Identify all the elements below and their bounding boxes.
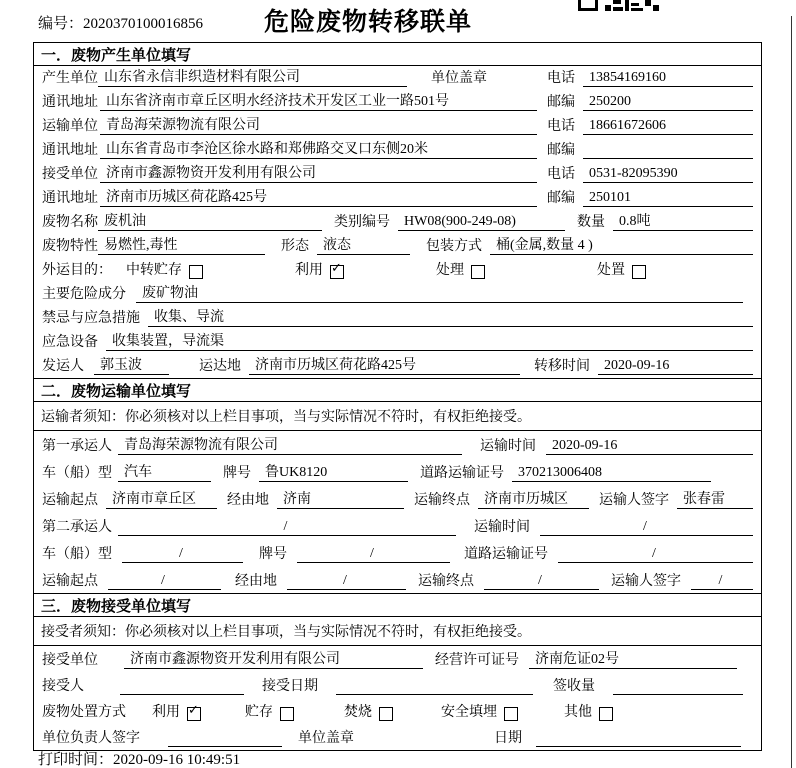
- row-main-hazard: [34, 282, 761, 306]
- waste-code-value: HW08(900-249-08): [398, 214, 565, 231]
- disposal-option-utilize: [152, 701, 201, 721]
- disposal-option-store: [245, 701, 294, 721]
- section-transporter: [34, 378, 761, 593]
- second-carrier-value: /: [118, 519, 456, 536]
- disposal-option-label: 焚烧: [344, 705, 372, 720]
- row-dispatcher: [34, 354, 761, 378]
- section-producer: [34, 43, 761, 378]
- row-route-1: [34, 485, 761, 512]
- purpose-option-label: 利用: [295, 263, 323, 278]
- disposal-option-label: 安全填埋: [441, 705, 497, 720]
- disposal-option-label: 其他: [564, 705, 592, 720]
- plate-2-value: /: [297, 546, 450, 563]
- emergency-equipment-value: 收集装置，导流渠: [106, 330, 753, 351]
- destination-label: 运达地: [199, 359, 241, 374]
- page-edge-line: [791, 16, 792, 768]
- checkmark: ✓: [331, 261, 342, 276]
- accepting-unit-label: 接受单位: [42, 653, 98, 668]
- route-via-2-value: /: [287, 573, 406, 590]
- purpose-option-label: 中转贮存: [126, 263, 182, 278]
- vehicle-type-value: 汽车: [118, 461, 211, 482]
- row-transporter-unit: [34, 114, 761, 138]
- transporter-notice: 运输者须知：你必须核对以上栏目事项，当与实际情况不符时，有权拒绝接受。: [34, 402, 761, 431]
- receiver-address-value: 济南市历城区荷花路425号: [100, 186, 537, 207]
- plate-value: 鲁UK8120: [259, 461, 408, 482]
- producer-address-label: 通讯地址: [42, 95, 98, 110]
- transporter-unit-label: 运输单位: [42, 119, 98, 134]
- row-producer-unit: [34, 66, 761, 90]
- vehicle-type-2-value: /: [122, 546, 243, 563]
- transport-time-2-value: /: [540, 519, 753, 536]
- route-via-label: 经由地: [227, 493, 269, 508]
- row-waste-traits: [34, 234, 761, 258]
- receiver-unit-label: 接受单位: [42, 167, 98, 182]
- taboo-measures-value: 收集、导流: [148, 306, 753, 327]
- row-emergency-equipment: [34, 330, 761, 354]
- dispatcher-value: 郭玉波: [94, 354, 169, 375]
- route-via-value: 济南: [277, 488, 404, 509]
- receiver-zip-label: 邮编: [547, 191, 575, 206]
- row-receiver-unit: [34, 162, 761, 186]
- disposal-option-label: 利用: [152, 705, 180, 720]
- route-start-2-label: 运输起点: [42, 574, 98, 589]
- purpose-option-label: 处置: [597, 263, 625, 278]
- carrier-signature-2-value: /: [691, 573, 753, 590]
- producer-unit-value: 山东省永信非织造材料有限公司: [98, 66, 407, 87]
- waste-code-label: 类别编号: [334, 215, 390, 230]
- waste-qty-value: 0.8吨: [613, 210, 753, 231]
- waste-form-label: 形态: [281, 239, 309, 254]
- route-start-value: 济南市章丘区: [106, 488, 217, 509]
- route-via-2-label: 经由地: [235, 574, 277, 589]
- receiver-notice: 接受者须知：你必须核对以上栏目事项，当与实际情况不符时，有权拒绝接受。: [34, 617, 761, 646]
- waste-qty-label: 数量: [577, 215, 605, 230]
- waste-name-value: 废机油: [98, 210, 322, 231]
- carrier-signature-value: 张春雷: [677, 488, 753, 509]
- purpose-option-label: 处理: [436, 263, 464, 278]
- accept-date-value: [336, 678, 533, 695]
- route-end-2-label: 运输终点: [418, 574, 474, 589]
- disposal-option-incinerate: [344, 701, 393, 721]
- waste-traits-value: 易燃性,毒性: [98, 234, 265, 255]
- waste-pack-label: 包装方式: [426, 239, 482, 254]
- checkbox-disposal-utilize: [187, 703, 201, 721]
- row-transporter-address: [34, 138, 761, 162]
- road-permit-2-label: 道路运输证号: [464, 547, 548, 562]
- received-qty-label: 签收量: [553, 679, 595, 694]
- print-time-label: 打印时间：: [38, 752, 114, 768]
- row-producer-address: [34, 90, 761, 114]
- road-permit-value: 370213006408: [512, 465, 711, 482]
- disposal-option-label: 贮存: [245, 705, 273, 720]
- purpose-option-dispose: [597, 259, 646, 279]
- row-route-2: [34, 566, 761, 593]
- section-receiver: [34, 593, 761, 750]
- transfer-purpose-label: 外运目的：: [42, 263, 112, 278]
- row-transfer-purpose: [34, 258, 761, 282]
- destination-value: 济南市历城区荷花路425号: [249, 354, 520, 375]
- row-accepting-unit: [34, 646, 761, 672]
- vehicle-type-label: 车（船）型: [42, 466, 112, 481]
- document-number-label: 编号：: [38, 16, 84, 32]
- disposal-option-landfill: [441, 701, 518, 721]
- route-end-value: 济南市历城区: [478, 488, 589, 509]
- qr-code-fragment-icon: [578, 0, 662, 11]
- producer-unit-label: 产生单位: [42, 71, 98, 86]
- accepting-unit-value: 济南市鑫源物资开发利用有限公司: [124, 648, 423, 669]
- seal-date-value: [536, 730, 741, 747]
- manifest-form: [33, 42, 762, 751]
- transporter-phone-label: 电话: [547, 119, 575, 134]
- producer-address-value: 山东省济南市章丘区明水经济技术开发区工业一路501号: [100, 90, 537, 111]
- main-hazard-label: 主要危险成分: [42, 287, 126, 302]
- received-qty-value: [613, 678, 743, 695]
- accept-date-label: 接受日期: [262, 679, 318, 694]
- print-time-value: 2020-09-16 10:49:51: [113, 752, 241, 768]
- checkbox-disposal-other: [599, 707, 613, 721]
- waste-traits-label: 废物特性: [42, 239, 98, 254]
- plate-2-label: 牌号: [259, 547, 287, 562]
- section-transporter-title: 二．废物运输单位填写: [34, 379, 761, 402]
- purpose-option-utilize: [295, 259, 344, 279]
- row-vehicle-1: [34, 458, 761, 485]
- waste-name-label: 废物名称: [42, 215, 98, 230]
- purpose-option-transfer-storage: [126, 259, 203, 279]
- producer-zip-label: 邮编: [547, 95, 575, 110]
- row-first-carrier: [34, 431, 761, 458]
- unit-seal-2-label: 单位盖章: [298, 731, 354, 746]
- responsible-signature-value: [168, 730, 282, 747]
- vehicle-type-2-label: 车（船）型: [42, 547, 112, 562]
- receiver-address-label: 通讯地址: [42, 191, 98, 206]
- producer-phone-label: 电话: [547, 71, 575, 86]
- road-permit-label: 道路运输证号: [420, 466, 504, 481]
- row-acceptor: [34, 672, 761, 698]
- unit-seal-label: 单位盖章: [431, 71, 487, 86]
- checkmark: ✓: [188, 703, 199, 718]
- producer-zip-value: 250200: [583, 94, 753, 111]
- transfer-time-value: 2020-09-16: [598, 358, 753, 375]
- license-label: 经营许可证号: [435, 653, 519, 668]
- checkbox-utilize: [330, 261, 344, 279]
- road-permit-2-value: /: [558, 546, 753, 563]
- seal-date-label: 日期: [494, 731, 522, 746]
- first-carrier-label: 第一承运人: [42, 439, 112, 454]
- disposal-option-other: [564, 701, 613, 721]
- responsible-signature-label: 单位负责人签字: [42, 731, 140, 746]
- checkbox-transfer-storage: [189, 265, 203, 279]
- purpose-option-treat: [436, 259, 485, 279]
- print-time: [38, 748, 240, 768]
- row-waste-name: [34, 210, 761, 234]
- section-producer-title: 一．废物产生单位填写: [34, 43, 761, 66]
- second-carrier-label: 第二承运人: [42, 520, 112, 535]
- transporter-phone-value: 18661672606: [583, 118, 753, 135]
- main-hazard-value: 废矿物油: [136, 282, 743, 303]
- row-receiver-address: [34, 186, 761, 210]
- transfer-time-label: 转移时间: [534, 359, 590, 374]
- transport-time-2-label: 运输时间: [474, 520, 530, 535]
- plate-label: 牌号: [223, 466, 251, 481]
- receiver-unit-value: 济南市鑫源物资开发利用有限公司: [100, 162, 537, 183]
- transporter-zip-value: [583, 142, 753, 159]
- checkbox-disposal-incinerate: [379, 707, 393, 721]
- taboo-measures-label: 禁忌与应急措施: [42, 311, 140, 326]
- row-second-carrier: [34, 512, 761, 539]
- transport-time-value: 2020-09-16: [546, 438, 753, 455]
- checkbox-dispose: [632, 265, 646, 279]
- transporter-unit-value: 青岛海荣源物流有限公司: [100, 114, 537, 135]
- producer-phone-value: 13854169160: [583, 70, 753, 87]
- transporter-zip-label: 邮编: [547, 143, 575, 158]
- carrier-signature-2-label: 运输人签字: [611, 574, 681, 589]
- transporter-address-value: 山东省青岛市李沧区徐水路和郑佛路交叉口东侧20米: [100, 138, 537, 159]
- row-disposal-method: [34, 698, 761, 724]
- route-end-2-value: /: [484, 573, 599, 590]
- acceptor-label: 接受人: [42, 679, 84, 694]
- route-end-label: 运输终点: [414, 493, 470, 508]
- dispatcher-label: 发运人: [42, 359, 84, 374]
- row-taboo-measures: [34, 306, 761, 330]
- waste-form-value: 液态: [317, 234, 410, 255]
- disposal-method-label: 废物处置方式: [42, 705, 126, 720]
- first-carrier-value: 青岛海荣源物流有限公司: [118, 434, 462, 455]
- receiver-phone-label: 电话: [547, 167, 575, 182]
- route-start-2-value: /: [108, 573, 221, 590]
- receiver-phone-value: 0531-82095390: [583, 166, 753, 183]
- acceptor-value: [120, 678, 244, 695]
- transport-time-label: 运输时间: [480, 439, 536, 454]
- waste-pack-value: 桶(金属,数量 4 ): [490, 234, 753, 255]
- section-receiver-title: 三．废物接受单位填写: [34, 594, 761, 617]
- receiver-zip-value: 250101: [583, 190, 753, 207]
- license-value: 济南危证02号: [529, 648, 737, 669]
- document-number-value: 2020370100016856: [83, 16, 204, 32]
- route-start-label: 运输起点: [42, 493, 98, 508]
- transporter-address-label: 通讯地址: [42, 143, 98, 158]
- row-vehicle-2: [34, 539, 761, 566]
- checkbox-treat: [471, 265, 485, 279]
- emergency-equipment-label: 应急设备: [42, 335, 98, 350]
- checkbox-disposal-store: [280, 707, 294, 721]
- carrier-signature-label: 运输人签字: [599, 493, 669, 508]
- checkbox-disposal-landfill: [504, 707, 518, 721]
- row-responsible-signature: [34, 724, 761, 750]
- page-title: 危险废物转移联单: [263, 9, 472, 36]
